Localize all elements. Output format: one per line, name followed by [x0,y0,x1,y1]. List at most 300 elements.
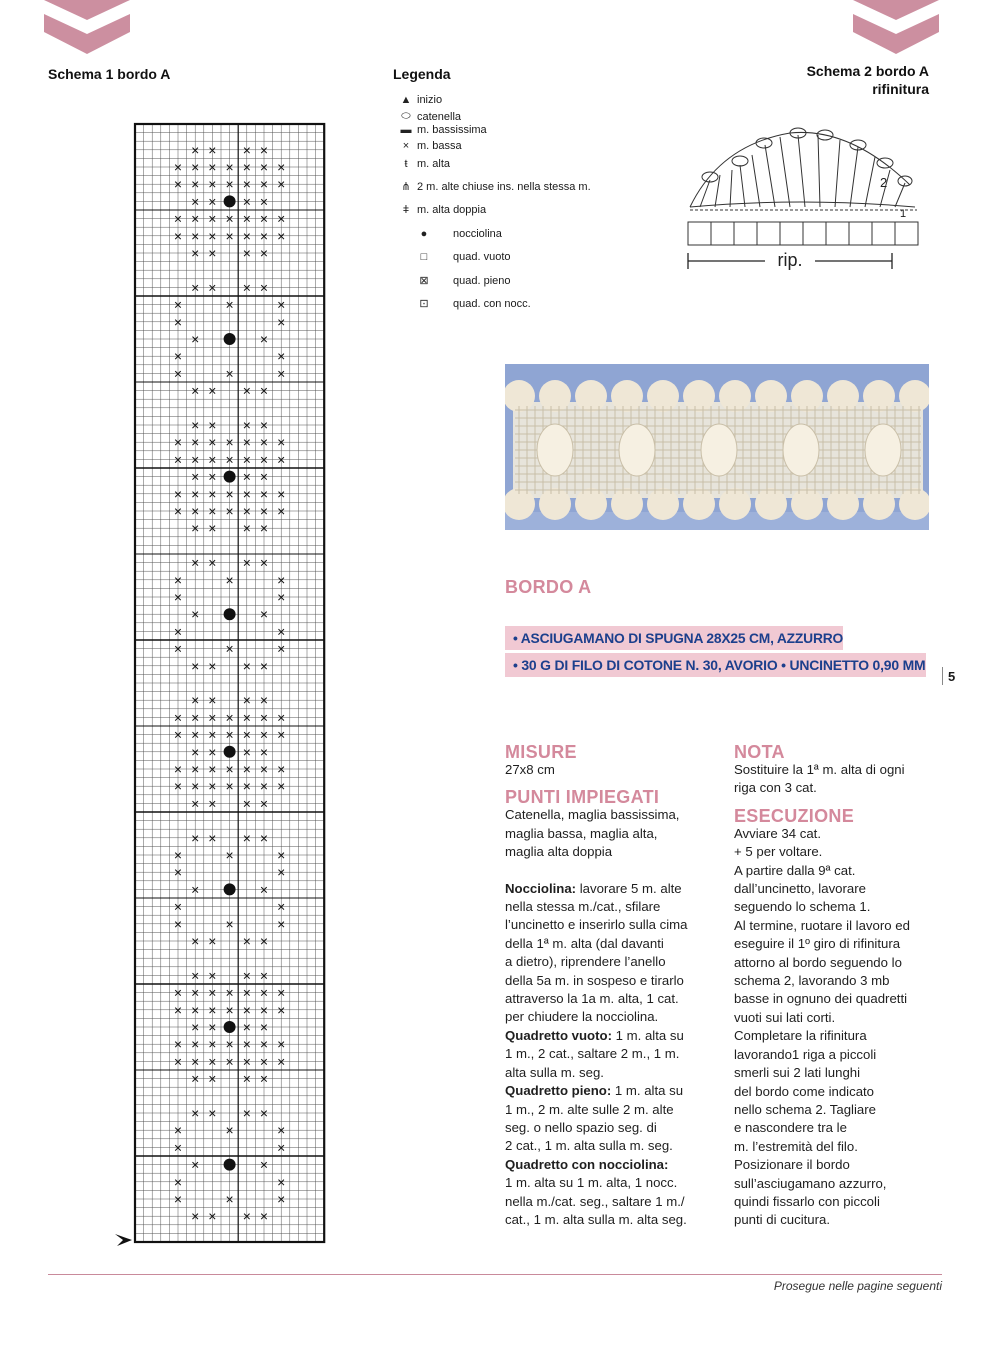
quad-vuoto-def: Quadretto vuoto: 1 m. alta su [505,1027,684,1043]
filled-mesh-mark: × [208,193,217,210]
filled-mesh-mark: × [225,709,234,726]
filled-mesh-mark: × [225,176,234,193]
filled-mesh-mark: × [242,382,251,399]
filled-mesh-mark: × [225,503,234,519]
filled-mesh-mark: × [242,1001,251,1018]
esecuzione-line: dall’uncinetto, lavorare [734,881,866,897]
esecuzione-line: lavorando1 riga a piccoli [734,1046,877,1062]
filled-mesh-mark: × [208,1070,217,1087]
lace-scallop [539,488,571,520]
lace-motif [865,424,901,476]
single-crochet-icon: × [402,140,410,152]
filled-mesh-mark: × [191,331,200,347]
filled-mesh-mark: × [208,434,217,451]
legend-item [395,228,502,240]
filled-mesh-mark: × [277,709,286,726]
filled-mesh-mark: × [277,227,286,244]
filled-mesh-mark: × [277,1001,286,1018]
bobble-mark [224,1021,236,1033]
nocciolina-line: nella stessa m./cat., sfilare [505,899,661,915]
filled-mesh-mark: × [242,692,251,709]
lace-motif [537,424,573,476]
filled-mesh-mark: × [208,1019,217,1035]
filled-mesh-mark: × [173,761,183,777]
filled-mesh-mark: × [225,726,234,743]
filled-mesh-mark: × [277,1173,286,1190]
filled-mesh-mark: × [173,176,183,193]
filled-mesh-mark: × [242,417,251,433]
filled-mesh-mark: × [242,778,251,795]
filled-mesh-mark: × [225,915,234,932]
esecuzione-line: e nascondere tra le [734,1120,847,1136]
filled-mesh-mark: × [208,761,217,777]
filled-mesh-mark: × [242,520,251,537]
filled-mesh-mark: × [208,520,217,537]
filled-mesh-mark: × [277,623,286,640]
punti-text [505,806,725,861]
start-arrow-icon: ▲ [400,94,412,106]
filled-mesh-mark: × [208,503,217,519]
filled-mesh-mark: × [259,434,269,451]
bobble-mesh-icon: ⊡ [419,298,429,310]
filled-mesh-mark: × [208,176,217,193]
filled-mesh-mark: × [242,984,251,1001]
lace-scallop [683,380,715,412]
bobble-mark [224,471,236,483]
esecuzione-line: + 5 per voltare. [734,844,823,860]
filled-mesh-mark: × [225,434,234,451]
esecuzione-line: nello schema 2. Tagliare [734,1101,876,1117]
filled-mesh-mark: × [242,967,251,984]
schema2-diagram [680,125,940,275]
filled-mesh-mark: × [242,485,251,502]
filled-mesh-mark: × [259,1070,269,1087]
filled-mesh-mark: × [173,623,183,640]
esecuzione-line: del bordo come indicato [734,1083,875,1099]
nocciolina-def: Nocciolina: lavorare 5 m. alte [505,880,682,896]
filled-mesh-mark: × [242,468,251,485]
filled-mesh-mark: × [208,451,217,468]
filled-mesh-mark: × [259,726,269,743]
filled-mesh-mark: × [259,503,269,519]
filled-mesh-mark: × [191,279,200,296]
filled-mesh-mark: × [242,245,251,261]
filled-mesh-mark: × [208,554,217,571]
filled-mesh-mark: × [225,571,234,588]
legend-item [395,297,531,310]
filled-mesh-mark: × [208,657,217,674]
filled-mesh-mark: × [208,829,217,846]
left-chevron-decoration [44,0,130,56]
filled-mesh-mark: × [173,451,183,468]
legend-item [395,140,462,152]
filled-mesh-mark: × [225,1036,234,1053]
filled-mesh-mark: × [277,778,286,795]
filled-mesh-mark: × [191,761,200,777]
filled-mesh-mark: × [242,279,251,296]
bobble-mark [224,883,236,895]
nota-title: NOTA [734,742,785,762]
legend-label: m. bassissima [417,124,487,136]
punti-line: Catenella, maglia bassissima, [505,807,680,823]
filled-mesh-mark: × [191,984,200,1001]
filled-mesh-mark: × [208,692,217,709]
filled-mesh-mark: × [191,176,200,193]
filled-mesh-icon: ⊠ [419,275,429,287]
filled-mesh-mark: × [191,227,200,244]
filled-mesh-mark: × [173,984,183,1001]
filled-mesh-mark: × [208,1001,217,1018]
footer-rule [48,1274,942,1275]
filled-mesh-mark: × [191,245,200,261]
filled-mesh-mark: × [242,159,251,175]
filled-mesh-mark: × [259,159,269,175]
slip-stitch-icon: ▬ [400,124,412,136]
nocciolina-line: della 1ª m. alta (dal davanti [505,935,664,951]
nocciolina-line: attraverso la 1a m. alta, 1 cat. [505,991,679,1007]
filled-mesh-mark: × [277,176,286,193]
legend-label: 2 m. alte chiuse ins. nella stessa m. [417,180,591,193]
filled-mesh-mark: × [173,159,183,175]
filled-mesh-mark: × [191,210,200,227]
lace-scallop [539,380,571,412]
legend-item [395,94,442,106]
material-towel: • ASCIUGAMANO DI SPUGNA 28X25 CM, AZZURRO [505,626,843,650]
filled-mesh-mark: × [259,382,269,399]
filled-mesh-mark: × [277,434,286,451]
filled-mesh-mark: × [277,1122,286,1139]
quad-vuoto-line: alta sulla m. seg. [505,1064,604,1080]
filled-mesh-mark: × [173,1139,183,1156]
filled-mesh-mark: × [191,743,200,760]
filled-mesh-mark: × [259,1036,269,1053]
schema2-title-line2: rifinitura [872,81,929,97]
esecuzione-line: Completare la rifinitura [734,1028,867,1044]
filled-mesh-mark: × [259,1156,269,1173]
filled-mesh-mark: × [277,1036,286,1053]
filled-mesh-mark: × [208,1053,217,1070]
filled-mesh-mark: × [259,1208,269,1225]
filled-mesh-mark: × [242,709,251,726]
filled-mesh-mark: × [277,348,286,365]
filled-mesh-mark: × [173,778,183,795]
filled-mesh-mark: × [191,657,200,674]
filled-mesh-mark: × [242,657,251,674]
filled-mesh-mark: × [173,915,183,932]
filled-mesh-mark: × [277,761,286,777]
legend-label: quad. pieno [453,274,511,287]
filled-mesh-mark: × [277,898,286,915]
filled-mesh-mark: × [242,795,251,812]
filled-mesh-mark: × [242,1036,251,1053]
filled-mesh-mark: × [259,331,269,347]
esecuzione-line: smerli sui 2 lati lunghi [734,1065,861,1081]
schema2-title [740,62,929,98]
section-title: BORDO A [505,577,592,597]
lace-motif [619,424,655,476]
quad-pieno-line: 1 m., 2 m. alte sulle 2 m. alte [505,1101,674,1117]
filled-mesh-mark: × [173,296,183,313]
filled-mesh-mark: × [277,313,286,330]
esecuzione-line: quindi fissarlo con piccoli [734,1193,880,1209]
nota-line: riga con 3 cat. [734,780,817,796]
filled-mesh-mark: × [208,709,217,726]
lace-scallop [611,488,643,520]
legend-label: quad. con nocc. [453,297,531,310]
filled-mesh-mark: × [191,967,200,984]
filled-mesh-mark: × [259,761,269,777]
filled-mesh-mark: × [173,485,183,502]
filled-mesh-mark: × [242,193,251,210]
right-chevron-decoration [853,0,939,56]
filled-mesh-mark: × [208,1208,217,1225]
filled-mesh-mark: × [208,795,217,812]
footer-continued: Prosegue nelle pagine seguenti [773,1279,942,1293]
filled-mesh-mark: × [277,915,286,932]
schema1-chart [100,112,340,1257]
esecuzione-line: punti di cucitura. [734,1212,831,1228]
filled-mesh-mark: × [242,761,251,777]
filled-mesh-mark: × [191,451,200,468]
legend-label: quad. vuoto [453,251,511,263]
legend-label: catenella [417,110,462,123]
esecuzione-line: m. l’estremità del filo. [734,1138,858,1154]
filled-mesh-mark: × [173,847,183,863]
filled-mesh-mark: × [259,451,269,468]
filled-mesh-mark: × [191,485,200,502]
filled-mesh-mark: × [242,743,251,760]
filled-mesh-mark: × [173,210,183,227]
filled-mesh-mark: × [242,210,251,227]
punti-title: PUNTI IMPIEGATI [505,787,660,808]
page-number-rule [942,667,943,685]
filled-mesh-mark: × [259,417,269,433]
filled-mesh-mark: × [225,227,234,244]
filled-mesh-mark: × [173,709,183,726]
filled-mesh-mark: × [191,1036,200,1053]
filled-mesh-mark: × [191,554,200,571]
filled-mesh-mark: × [225,296,234,313]
filled-mesh-mark: × [191,382,200,399]
legend-item [395,274,511,287]
filled-mesh-mark: × [259,176,269,193]
filled-mesh-mark: × [259,520,269,537]
nocciolina-line: per chiudere la nocciolina. [505,1009,659,1025]
filled-mesh-mark: × [225,640,234,657]
filled-mesh-mark: × [191,1053,200,1070]
filled-mesh-mark: × [277,1053,286,1070]
schema2-mesh-row [688,210,918,245]
esecuzione-line: vuoti sui lati corti. [734,1009,836,1025]
filled-mesh-mark: × [242,176,251,193]
filled-mesh-mark: × [173,1173,183,1190]
filled-mesh-mark: × [225,1053,234,1070]
filled-mesh-mark: × [208,933,217,949]
filled-mesh-mark: × [191,417,200,433]
treble-crochet-icon: ǂ [402,204,410,216]
filled-mesh-mark: × [173,1001,183,1018]
filled-mesh-mark: × [191,1001,200,1018]
filled-mesh-mark: × [208,485,217,502]
legend-item [395,180,591,193]
double-crochet-icon: ŧ [404,158,408,170]
filled-mesh-mark: × [277,984,286,1001]
filled-mesh-mark: × [225,1191,234,1207]
filled-mesh-mark: × [242,434,251,451]
filled-mesh-mark: × [191,726,200,743]
page-number: 5 [948,669,956,684]
filled-mesh-mark: × [259,1019,269,1035]
quad-vuoto-line: 1 m., 2 cat., saltare 2 m., 1 m. [505,1046,680,1062]
legend [395,94,655,324]
esecuzione-line: Avviare 34 cat. [734,825,821,841]
filled-mesh-mark: × [225,210,234,227]
filled-mesh-mark: × [173,227,183,244]
esecuzione-title: ESECUZIONE [734,805,855,826]
filled-mesh-mark: × [259,468,269,485]
legend-title: Legenda [393,66,451,82]
filled-mesh-mark: × [191,829,200,846]
left-column [505,742,725,1229]
punti-line: maglia alta doppia [505,844,613,860]
filled-mesh-mark: × [173,1122,183,1139]
nocciolina-line: l’uncinetto e inserirlo sulla cima [505,917,688,933]
lace-scallop [683,488,715,520]
filled-mesh-mark: × [259,692,269,709]
filled-mesh-mark: × [208,778,217,795]
filled-mesh-mark: × [208,279,217,296]
filled-mesh-mark: × [173,589,183,605]
bobble-mark [224,195,236,207]
filled-mesh-mark: × [259,554,269,571]
filled-mesh-mark: × [277,726,286,743]
filled-mesh-mark: × [173,313,183,330]
filled-mesh-mark: × [173,503,183,519]
filled-mesh-mark: × [173,1036,183,1053]
filled-mesh-mark: × [242,829,251,846]
filled-mesh-mark: × [173,434,183,451]
filled-mesh-mark: × [173,1053,183,1070]
filled-mesh-mark: × [259,795,269,812]
filled-mesh-mark: × [173,571,183,588]
quad-pieno-line: 2 cat., 1 m. alta sulla m. seg. [505,1138,673,1154]
lace-scallop [755,380,787,412]
filled-mesh-mark: × [208,1036,217,1053]
filled-mesh-mark: × [259,984,269,1001]
filled-mesh-mark: × [277,847,286,863]
legend-label: m. alta doppia [417,204,487,216]
legend-item [395,158,450,170]
filled-mesh-mark: × [208,743,217,760]
filled-mesh-mark: × [259,210,269,227]
chain-icon: ⬭ [401,110,411,122]
filled-mesh-mark: × [173,348,183,365]
filled-mesh-mark: × [191,1019,200,1035]
filled-mesh-mark: × [259,606,269,623]
filled-mesh-mark: × [191,141,200,158]
legend-item [395,124,487,136]
filled-mesh-mark: × [242,554,251,571]
filled-mesh-mark: × [277,640,286,657]
open-mesh-icon: □ [420,251,428,263]
filled-mesh-mark: × [259,881,269,898]
filled-mesh-mark: × [208,210,217,227]
lace-motif [701,424,737,476]
quad-nocc-line: nella m./cat. seg., saltare 1 m./ [505,1193,685,1209]
misure-title: MISURE [505,742,577,762]
bobble-mark [224,1159,236,1171]
filled-mesh-mark: × [277,485,286,502]
legend-label: m. alta [417,158,451,170]
filled-mesh-mark: × [259,933,269,949]
filled-mesh-mark: × [242,451,251,468]
filled-mesh-mark: × [259,967,269,984]
right-column [734,742,939,1230]
filled-mesh-mark: × [242,503,251,519]
filled-mesh-mark: × [259,245,269,261]
esecuzione-line: Al termine, ruotare il lavoro ed [734,917,910,933]
filled-mesh-mark: × [191,520,200,537]
legend-item [395,251,511,263]
quad-nocc-def: Quadretto con nocciolina: [505,1156,669,1172]
filled-mesh-mark: × [259,141,269,158]
filled-mesh-mark: × [277,1139,286,1156]
bobble-mark [224,608,236,620]
filled-mesh-mark: × [225,485,234,502]
filled-mesh-mark: × [173,864,183,881]
esecuzione-line: eseguire il 1º giro di rifinitura [734,936,901,952]
filled-mesh-mark: × [208,984,217,1001]
filled-mesh-mark: × [191,159,200,175]
esecuzione-line: Posizionare il bordo [734,1157,850,1173]
schema2-title-line1: Schema 2 bordo A [806,63,929,79]
esecuzione-line: basse in ognuno dei quadretti [734,991,908,1007]
misure-text: 27x8 cm [505,762,555,777]
filled-mesh-mark: × [191,193,200,210]
filled-mesh-mark: × [259,709,269,726]
quad-pieno-def: Quadretto pieno: 1 m. alta su [505,1083,684,1099]
filled-mesh-mark: × [242,1053,251,1070]
quad-nocc-line: 1 m. alta su 1 m. alta, 1 nocc. [505,1175,678,1191]
filled-mesh-mark: × [191,1105,200,1121]
filled-mesh-mark: × [208,245,217,261]
schema2-row-label-2: 2 [880,175,888,190]
filled-mesh-mark: × [225,451,234,468]
filled-mesh-mark: × [225,365,234,382]
filled-mesh-mark: × [191,503,200,519]
filled-mesh-mark: × [191,468,200,485]
filled-mesh-mark: × [259,657,269,674]
material-yarn-hook: • 30 G DI FILO DI COTONE N. 30, AVORIO • UNCINETTO 0,90 MM [505,653,926,677]
lace-scallop [827,380,859,412]
legend-label: m. bassa [417,140,462,152]
legend-label: inizio [417,94,443,106]
filled-mesh-mark: × [259,1105,269,1121]
esecuzione-line: A partire dalla 9ª cat. [734,862,856,878]
legend-item [395,110,461,123]
dc2tog-icon: ⋔ [401,181,411,193]
filled-mesh-mark: × [191,778,200,795]
filled-mesh-mark: × [173,365,183,382]
schema2-fans [690,128,915,207]
nota-line: Sostituire la 1ª m. alta di ogni [734,762,905,777]
filled-mesh-mark: × [225,778,234,795]
filled-mesh-mark: × [173,898,183,915]
filled-mesh-mark: × [191,1070,200,1087]
nota-text [734,761,939,798]
filled-mesh-mark: × [242,141,251,158]
filled-mesh-mark: × [242,227,251,244]
